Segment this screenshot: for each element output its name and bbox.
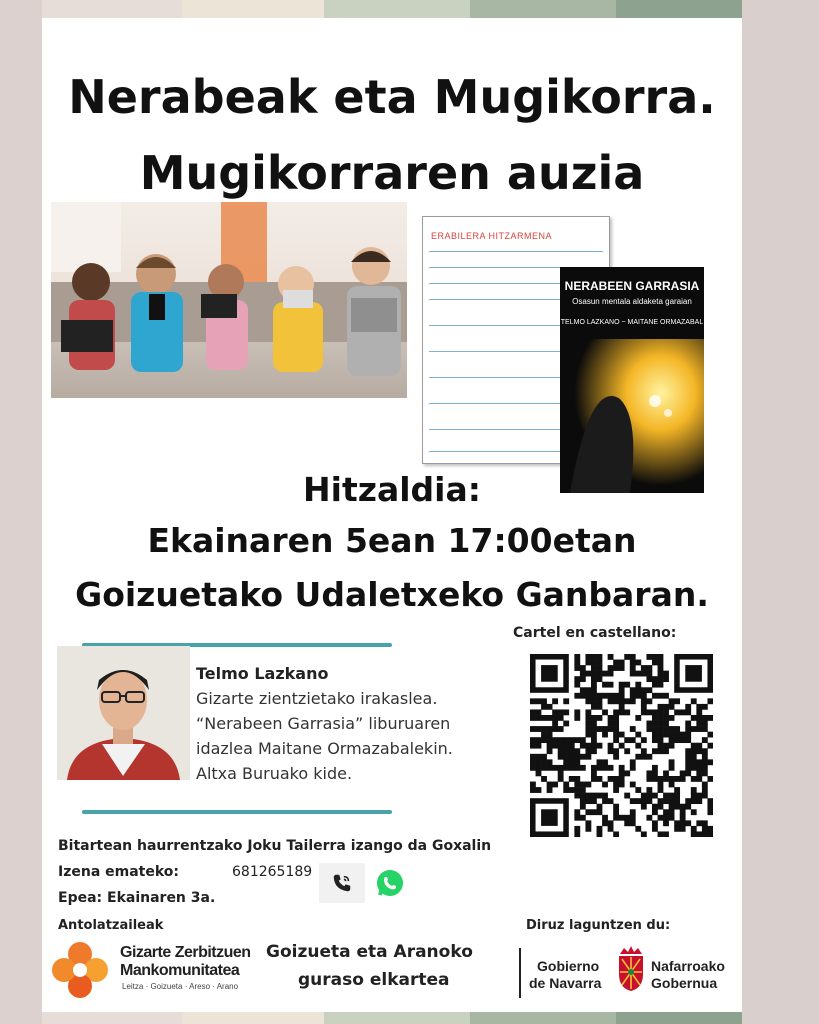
poster <box>42 18 742 1012</box>
funded-label: Diruz laguntzen du: <box>526 918 671 933</box>
register-label: Izena emateko: <box>58 864 180 880</box>
kids-with-devices-photo <box>51 202 407 398</box>
gov-right-line2: Gobernua <box>651 975 718 991</box>
org2-line2: guraso elkartea <box>298 970 450 990</box>
speaker-name: Telmo Lazkano <box>196 664 329 683</box>
qr-code[interactable] <box>530 654 713 837</box>
talk-date: Ekainaren 5ean 17:00etan <box>147 521 637 560</box>
gov-right-line1: Nafarroako <box>651 958 725 974</box>
workshop-note: Bitartean haurrentzako Joku Tailerra izango da Goxalin <box>58 838 492 854</box>
organizers-label: Antolatzaileak <box>58 918 164 933</box>
speaker-bio-line: idazlea Maitane Ormazabalekin. <box>196 739 453 758</box>
phone-icon[interactable] <box>319 863 365 903</box>
org1-line3: Leitza · Goizueta · Areso · Arano <box>122 982 239 991</box>
gov-left-line1: Gobierno <box>537 958 600 974</box>
navarra-coat-of-arms-icon <box>616 944 646 997</box>
phone-number[interactable]: 681265189 <box>232 864 313 880</box>
talk-place: Goizuetako Udaletxeko Ganbaran. <box>75 575 709 614</box>
deadline: Epea: Ekainaren 3a. <box>58 890 216 906</box>
book-subtitle: Osasun mentala aldaketa garaian <box>572 297 692 306</box>
speaker-photo <box>57 646 190 780</box>
book-authors: TELMO LAZKANO ~ MAITANE ORMAZABAL <box>560 319 704 326</box>
speaker-bio-line: “Nerabeen Garrasia” liburuaren <box>196 714 451 733</box>
org1-line2: Mankomunitatea <box>120 962 240 979</box>
book-cover-image <box>560 267 704 493</box>
title-line-2: Mugikorraren auzia <box>139 146 645 200</box>
divider-stroke <box>82 810 392 814</box>
qr-label: Cartel en castellano: <box>513 625 677 641</box>
gov-divider <box>519 948 521 998</box>
gov-left-line2: de Navarra <box>529 975 602 991</box>
flower-logo-icon <box>50 940 110 1005</box>
org1-line1: Gizarte Zerbitzuen <box>120 944 251 961</box>
title-line-1: Nerabeak eta Mugikorra. <box>68 70 716 124</box>
whatsapp-icon[interactable] <box>367 863 413 903</box>
bg-stripe <box>742 0 819 1024</box>
talk-label: Hitzaldia: <box>303 470 481 509</box>
book-title: NERABEEN GARRASIA <box>564 279 700 293</box>
bg-stripe <box>0 0 42 1024</box>
org2-line1: Goizueta eta Aranoko <box>266 942 473 962</box>
speaker-bio-line: Altxa Buruako kide. <box>196 764 353 783</box>
doc-heading: ERABILERA HITZARMENA <box>431 231 553 241</box>
speaker-bio-line: Gizarte zientzietako irakaslea. <box>196 689 438 708</box>
